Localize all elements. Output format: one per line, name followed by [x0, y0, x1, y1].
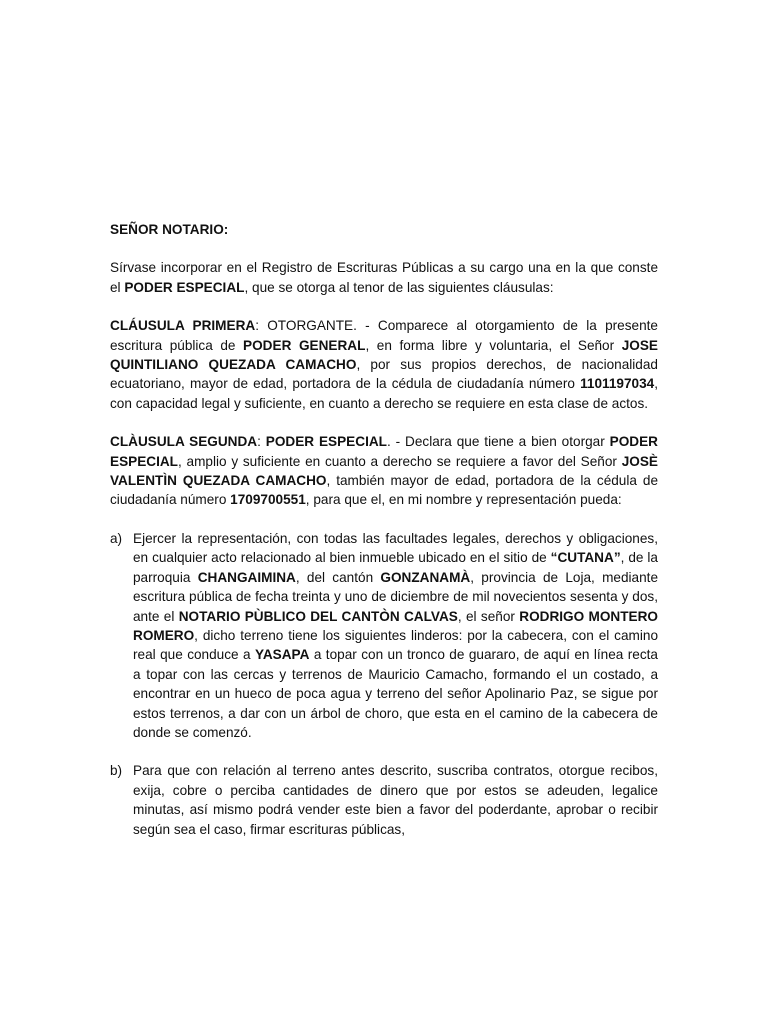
clause-run-bold: PODER ESPECIAL: [265, 434, 387, 450]
item-run: Ejercer la representación, con todas las facultades legales, derechos y obligaciones, en cualquier acto relacionado al bien inmueble ubicado en el sitio de: [133, 530, 658, 566]
list-item-a: [110, 529, 658, 742]
intro-paragraph: [110, 258, 658, 297]
item-run: , de la parroquia: [133, 550, 658, 585]
list-item-label: b): [110, 763, 123, 779]
clause-run: , también mayor de edad, portadora de la cédula de ciudadanía número: [110, 473, 659, 508]
list-item-text: [133, 529, 658, 742]
item-run: , provincia de Loja, mediante escritura pública de fecha treinta y uno de diciembre de mil novecientos sesenta y dos, ante el: [133, 569, 659, 624]
clause-run: , por sus propios derechos, de nacionalidad ecuatoriano, mayor de edad, portadora de la cédula de ciudadanía número: [110, 357, 658, 392]
clause-run: , amplio y suficiente en cuanto a derecho se requiere a favor del Señor: [177, 453, 622, 469]
clause-segunda-title: CLÀUSULA SEGUNDA: [110, 434, 258, 450]
clause-run: . - Declara que tiene a bien otorgar: [386, 434, 610, 450]
clause-primera-title: CLÁUSULA PRIMERA: [110, 318, 256, 334]
clause-run-bold: PODER GENERAL: [243, 337, 366, 353]
attorney-name: JOSÈ VALENTÌN QUEZADA CAMACHO: [110, 453, 658, 489]
item-run-bold: RODRIGO MONTERO ROMERO: [133, 608, 659, 643]
item-run-bold: GONZANAMÀ: [380, 569, 471, 585]
item-run: , el señor: [457, 608, 520, 624]
item-run: a topar con un tronco de guararo, de aquí en línea recta a topar con las cercas y terrenos de Mauricio Camacho, formando el un costado, a encontrar en un hueco de poca agua y terreno del señor Apolinario Paz, se sigue por estos terrenos, a dar con un árbol de choro, que esta en el camino de la cabecera de donde se comenzó.: [133, 647, 658, 740]
intro-run: , que se otorga al tenor de las siguientes cláusulas:: [244, 279, 554, 295]
grantor-name: JOSE QUINTILIANO QUEZADA CAMACHO: [110, 337, 658, 373]
clause-run: , para que el, en mi nombre y representación pueda:: [305, 492, 622, 508]
clause-run: :: [257, 434, 266, 450]
intro-run: Sírvase incorporar en el Registro de Escrituras Públicas a su cargo una en la que conste el: [110, 260, 658, 295]
clause-segunda-paragraph: [110, 432, 658, 510]
item-run-bold: YASAPA: [255, 647, 310, 663]
document-heading: SEÑOR NOTARIO:: [110, 222, 229, 237]
attorney-id-number: 1709700551: [230, 492, 306, 508]
item-run-bold: NOTARIO PÙBLICO DEL CANTÒN CALVAS: [178, 608, 458, 624]
clause-run-bold: PODER ESPECIAL: [110, 434, 658, 469]
clause-primera-paragraph: [110, 316, 658, 413]
list-item-label: a): [110, 530, 123, 546]
item-run-bold: CHANGAIMINA: [197, 569, 296, 585]
item-run: , del cantón: [295, 569, 381, 585]
item-run: , dicho terreno tiene los siguientes linderos: por la cabecera, con el camino real que conduce a: [133, 627, 658, 663]
clause-run: , con capacidad legal y suficiente, en cuanto a derecho se requiere en esta clase de actos.: [110, 376, 658, 411]
list-item-b: [110, 761, 658, 839]
document-body: [110, 220, 658, 858]
clause-run: , en forma libre y voluntaria, el Señor: [365, 337, 622, 353]
item-run: Para que con relación al terreno antes descrito, suscriba contratos, otorgue recibos, exija, cobre o perciba cantidades de dinero que por estos se adeuden, legalice minutas, así mismo podrá vender este bien a favor del poderdante, aprobar o recibir según sea el caso, firmar escrituras públicas,: [133, 763, 658, 837]
intro-run-bold: PODER ESPECIAL: [124, 279, 245, 295]
list-item-text: [133, 761, 658, 839]
item-run-bold: “CUTANA”: [550, 550, 621, 566]
grantor-id-number: 1101197034: [580, 376, 655, 392]
clause-run: : OTORGANTE. - Comparece al otorgamiento de la presente escritura pública de: [110, 318, 658, 353]
